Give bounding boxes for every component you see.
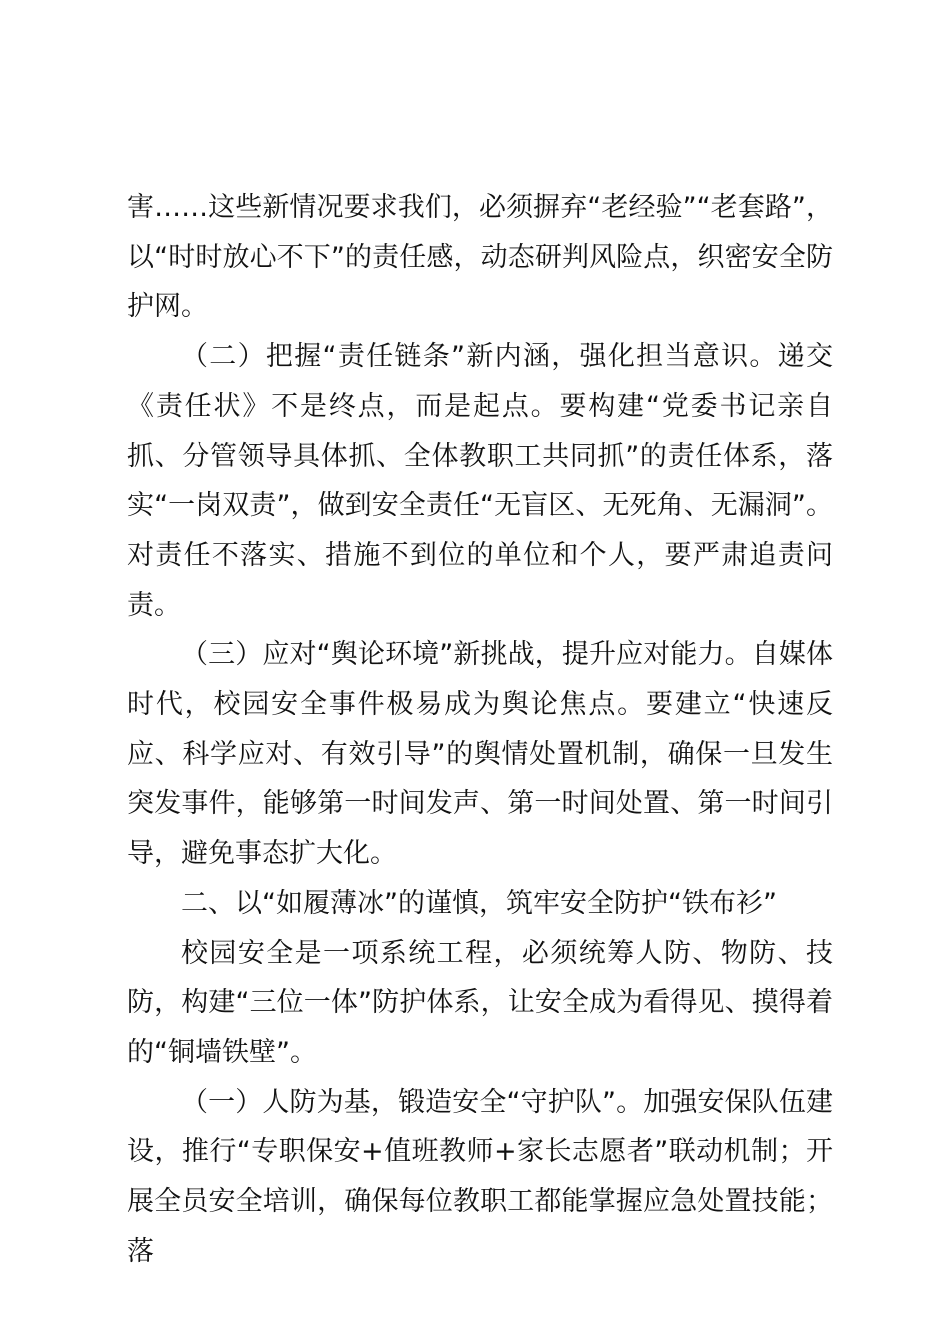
paragraph-system-engineering: 校园安全是一项系统工程，必须统筹人防、物防、技防，构建“三位一体”防护体系，让安全成为看得见、摸得着的“铜墙铁壁”。 bbox=[127, 937, 833, 1068]
paragraph-human-defense: （一）人防为基，锻造安全“守护队”。加强安保队伍建设，推行“专职保安+值班教师+家长志愿者”联动机制；开展全员安全培训，确保每位教职工都能掌握应急处置技能；落 bbox=[127, 1086, 833, 1267]
paragraph-responsibility-chain: （二）把握“责任链条”新内涵，强化担当意识。递交《责任状》不是终点，而是起点。要构建“党委书记亲自抓、分管领导具体抓、全体教职工共同抓”的责任体系，落实“一岗双责”，做到安全责任“无盲区、无死角、无漏洞”。对责任不落实、措施不到位的单位和个人，要严肃追责问责。 bbox=[127, 341, 833, 621]
document-body bbox=[127, 183, 833, 1276]
section-heading: 二、以“如履薄冰”的谨慎，筑牢安全防护“铁布衫” bbox=[181, 887, 777, 919]
paragraph-public-opinion: （三）应对“舆论环境”新挑战，提升应对能力。自媒体时代，校园安全事件极易成为舆论焦点。要建立“快速反应、科学应对、有效引导”的舆情处置机制，确保一旦发生突发事件，能够第一时间发声、第一时间处置、第一时间引导，避免事态扩大化。 bbox=[127, 639, 833, 870]
paragraph-continuation: 害……这些新情况要求我们，必须摒弃“老经验”“老套路”，以“时时放心不下”的责任感，动态研判风险点，织密安全防护网。 bbox=[127, 192, 833, 323]
